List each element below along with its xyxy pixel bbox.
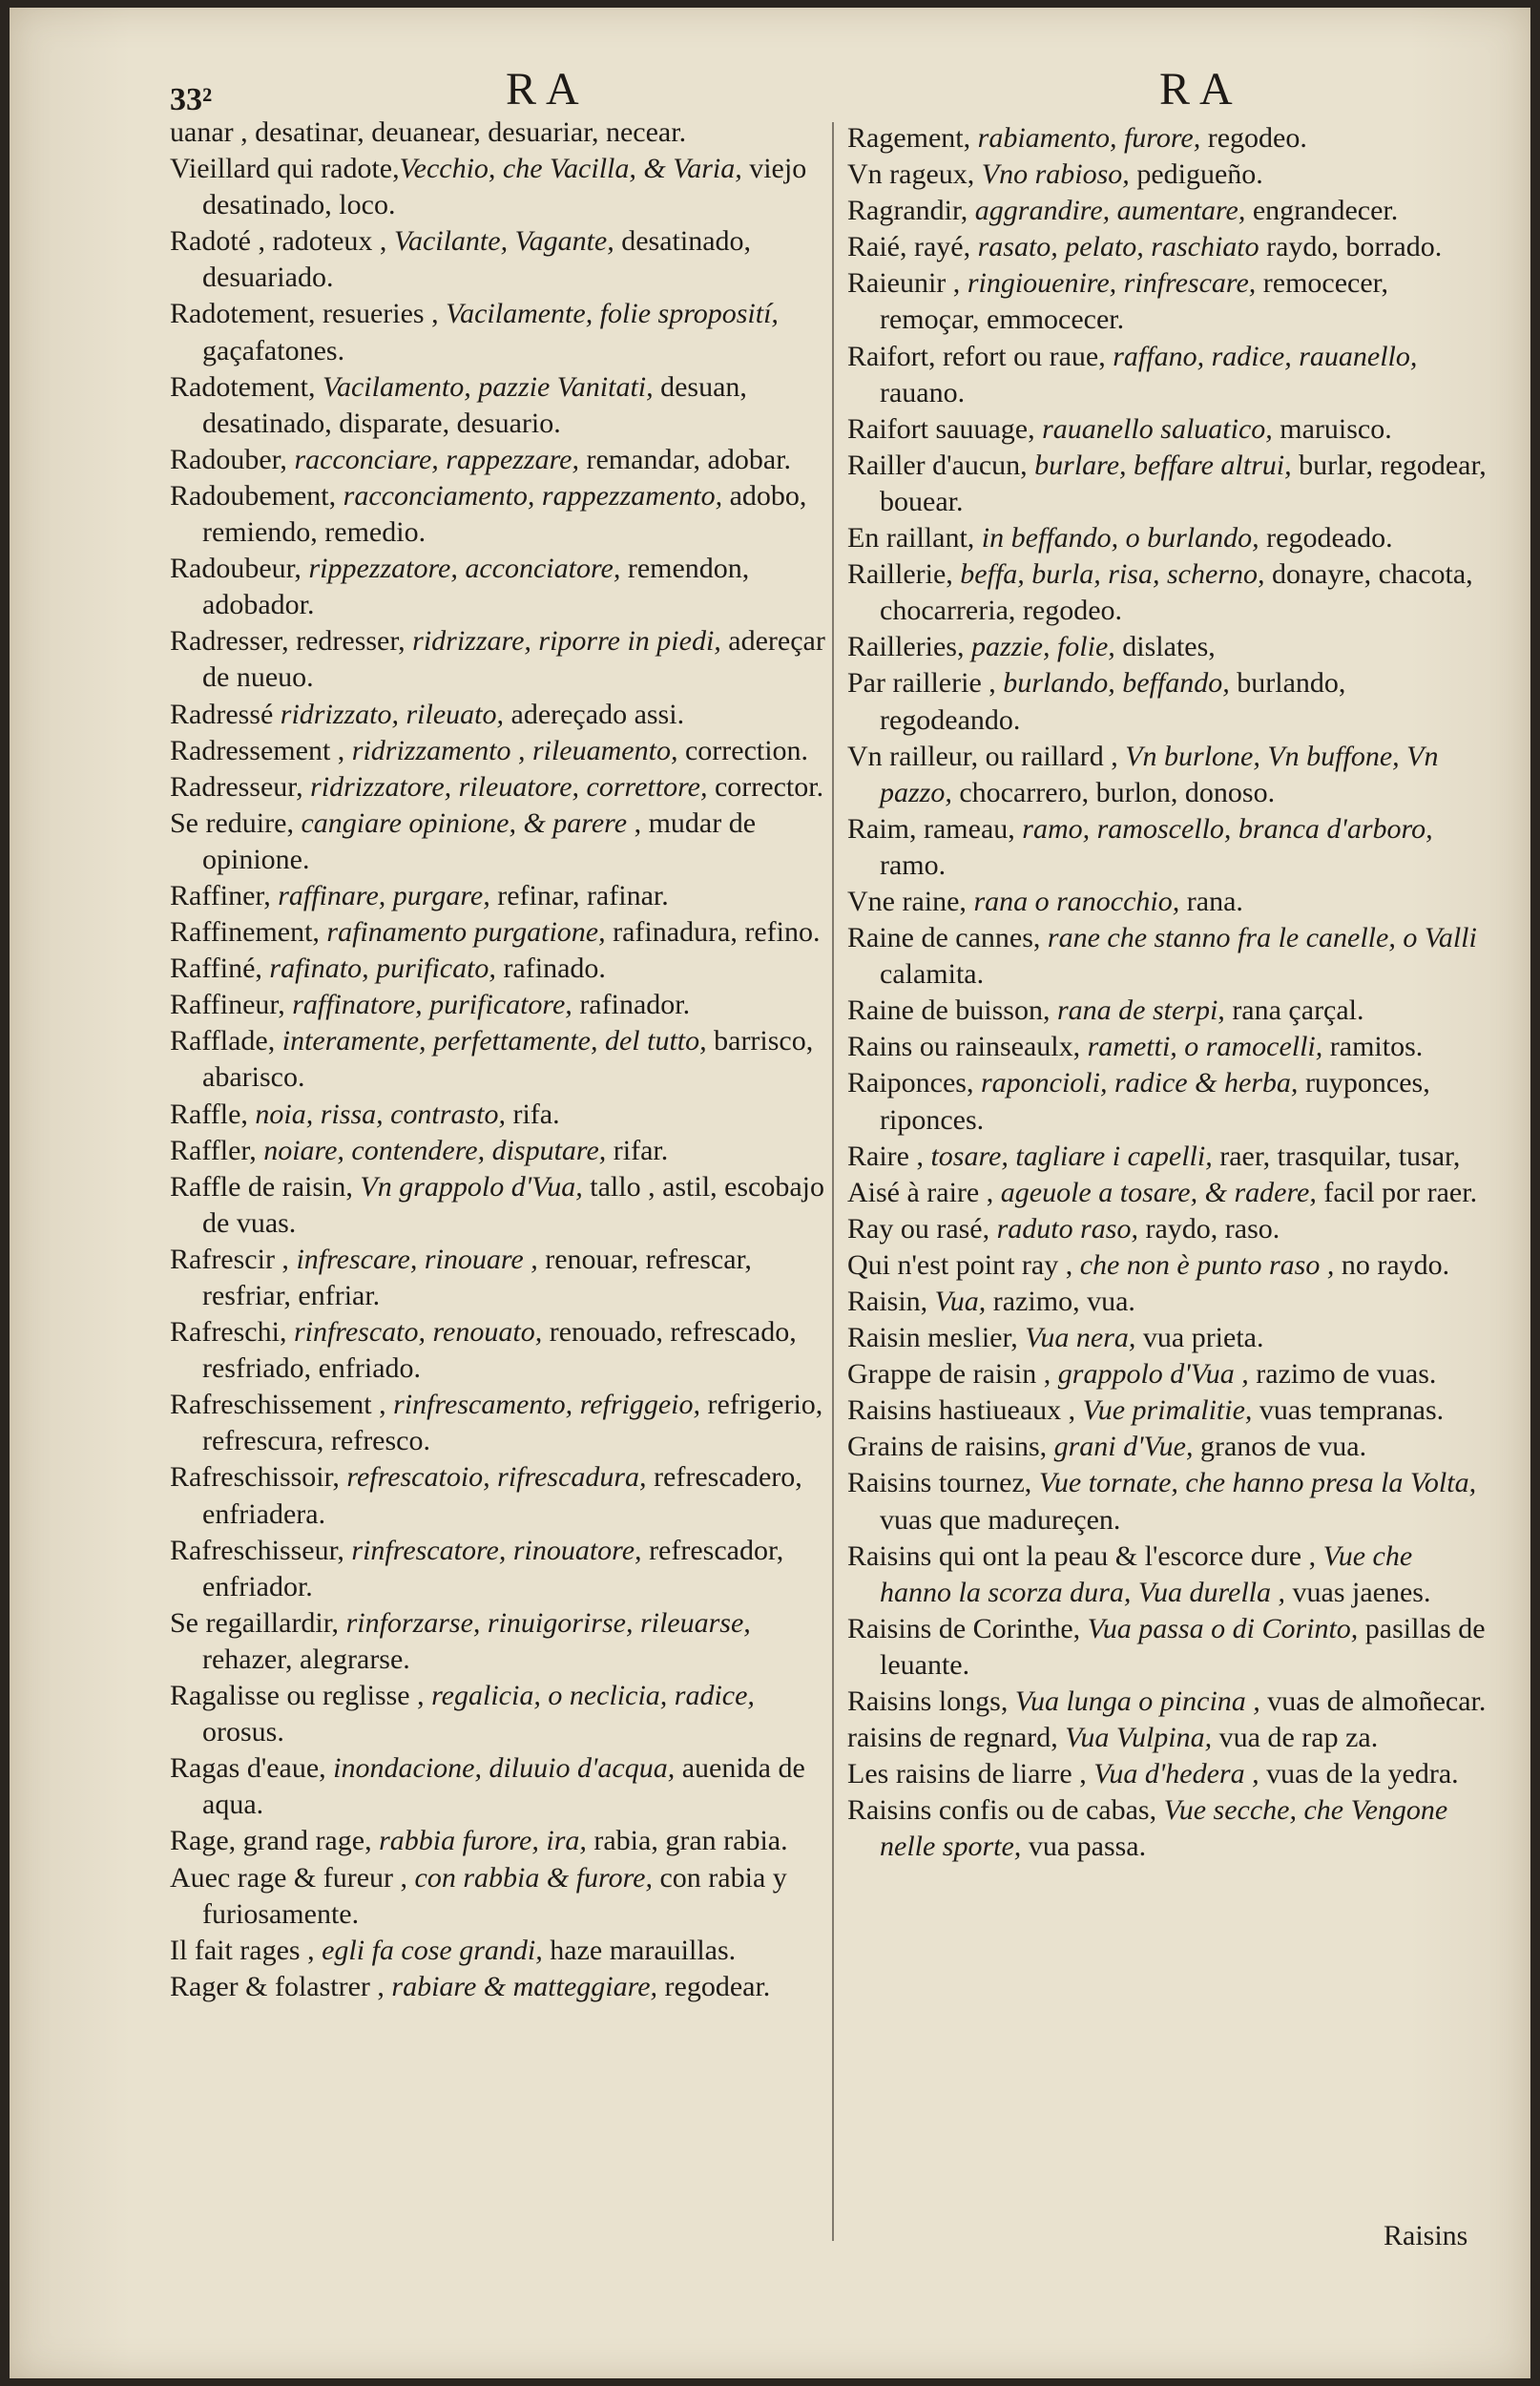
entry-spanish: remandar, adobar.	[579, 443, 792, 475]
entry-spanish: razimo, vua.	[986, 1286, 1135, 1317]
entry-headword: Ragrandir,	[847, 195, 975, 227]
entry-italian: rafinamento purgatione,	[326, 916, 606, 949]
dictionary-entry	[847, 339, 1488, 411]
entry-headword: Rager & folastrer ,	[170, 1970, 392, 2002]
entry-headword: Raine de cannes,	[847, 922, 1048, 954]
entry-headword: Raié, rayé,	[847, 231, 978, 263]
dictionary-entry	[847, 1284, 1488, 1320]
entry-spanish: regodeado.	[1259, 522, 1393, 555]
entry-spanish: chocarrero, burlon, donoso.	[951, 776, 1276, 808]
entry-headword: Grappe de raisin ,	[847, 1358, 1058, 1391]
entry-headword: Raffineur,	[170, 989, 293, 1021]
entry-italian: con rabbia & furore,	[414, 1861, 653, 1894]
entry-spanish: regodeo.	[1200, 122, 1307, 154]
entry-italian: ramo, ramoscello, branca d'arboro,	[1022, 812, 1433, 845]
entry-spanish: dislates,	[1114, 631, 1216, 663]
dictionary-entry	[847, 229, 1488, 265]
left-column	[170, 115, 828, 2005]
entry-spanish: rana.	[1179, 885, 1243, 917]
entry-headword: Se regaillardir,	[170, 1606, 346, 1639]
entry-headword: Raisins tournez,	[847, 1467, 1039, 1499]
entry-italian: Vacilamento, pazzie Vanitati,	[322, 370, 654, 403]
entry-italian: ridrizzato, rileuato,	[280, 698, 504, 730]
dictionary-entry	[170, 1023, 828, 1096]
dictionary-entry	[847, 1139, 1488, 1175]
entry-spanish: ramo.	[880, 848, 947, 881]
entry-italian: rinfrescato, renouato,	[293, 1316, 543, 1349]
dictionary-entry	[170, 1605, 828, 1678]
entry-italian: pazzie, folie,	[970, 631, 1115, 663]
entry-italian: Vn grappolo d'Vua,	[360, 1170, 583, 1203]
dictionary-entry	[847, 1538, 1488, 1611]
entry-headword: Raisin meslier,	[847, 1322, 1026, 1354]
entry-spanish: raydo, borrado.	[1259, 231, 1443, 263]
entry-spanish: maruisco.	[1272, 412, 1392, 445]
entry-headword: Rafreschisseur,	[170, 1534, 352, 1566]
entry-headword: Raim, rameau,	[847, 812, 1023, 845]
entry-headword: Raffle,	[170, 1098, 256, 1130]
dictionary-entry	[170, 1097, 828, 1133]
entry-italian: ageuole a tosare, & radere,	[1000, 1176, 1317, 1208]
entry-headword: Radouber,	[170, 443, 295, 475]
dictionary-entry	[170, 1823, 828, 1859]
entry-italian: Vua passa o di Corinto,	[1087, 1612, 1359, 1644]
entry-spanish: renouado, refrescado, resfriado, enfriado.	[202, 1316, 797, 1385]
page-number: 33²	[170, 82, 213, 117]
dictionary-entry	[847, 1175, 1488, 1211]
entry-italian: racconciare, rappezzare,	[294, 443, 579, 475]
entry-headword: Raifort sauuage,	[847, 412, 1043, 445]
entry-italian: Vn burlone, Vn buffone, Vn pazzo,	[880, 740, 1439, 808]
entry-spanish: razimo de vuas.	[1248, 1358, 1437, 1391]
entry-headword: Radotement, resueries ,	[170, 298, 447, 330]
entry-headword: Rage, grand rage,	[170, 1825, 380, 1857]
entry-italian: refrescatoio, rifrescadura,	[346, 1461, 647, 1494]
entry-headword: Raffle de raisin,	[170, 1170, 361, 1203]
entry-italian: grappolo d'Vua ,	[1057, 1358, 1249, 1391]
entry-italian: rafinato, purificato,	[269, 952, 496, 985]
entry-headword: Il fait rages ,	[170, 1934, 323, 1966]
entry-italian: Vacilamente, folie sproposití,	[446, 298, 779, 330]
entry-spanish: vuas de la yedra.	[1259, 1758, 1459, 1790]
entry-italian: rabbia furore, ira,	[379, 1825, 587, 1857]
entry-headword: Vn rageux,	[847, 158, 982, 191]
entry-spanish: desatinado, desuariado.	[202, 225, 752, 294]
entry-italian: Vecchio, che Vacilla, & Varia,	[399, 153, 742, 185]
dictionary-entry	[170, 733, 828, 769]
entry-spanish: vuas de almoñecar.	[1259, 1685, 1487, 1718]
entry-italian: noiare, contendere, disputare,	[263, 1134, 607, 1166]
running-head-right: RA	[1159, 64, 1242, 115]
dictionary-entry	[170, 115, 828, 151]
dictionary-entry	[847, 448, 1488, 520]
dictionary-entry	[170, 878, 828, 914]
entry-headword: Vn railleur, ou raillard ,	[847, 740, 1126, 772]
entry-italian: in beffando, o burlando,	[981, 522, 1259, 555]
dictionary-entry	[847, 1029, 1488, 1065]
entry-spanish: , mudar de opinione.	[202, 806, 757, 875]
dictionary-entry	[847, 157, 1488, 193]
entry-italian: grani d'Vue,	[1053, 1431, 1194, 1463]
dictionary-entry	[170, 951, 828, 987]
dictionary-entry	[170, 1860, 828, 1933]
entry-spanish: corrector.	[707, 770, 824, 803]
entry-headword: Vne raine,	[847, 885, 974, 917]
entry-italian: rane che stanno fra le canelle, o Valli	[1047, 922, 1477, 954]
dictionary-entry	[847, 1392, 1488, 1429]
dictionary-entry	[847, 1611, 1488, 1684]
entry-headword: Radressé	[170, 698, 281, 730]
dictionary-entry	[847, 265, 1488, 338]
entry-headword: Se reduire,	[170, 806, 302, 839]
dictionary-entry	[847, 1684, 1488, 1720]
dictionary-entry	[847, 556, 1488, 629]
dictionary-entry	[170, 1133, 828, 1169]
entry-spanish: vuas jaenes.	[1285, 1576, 1431, 1608]
entry-headword: Raiponces,	[847, 1067, 981, 1099]
dictionary-page	[10, 8, 1530, 2378]
entry-italian: rinforzarse, rinuigorirse, rileuarse,	[345, 1606, 751, 1639]
entry-headword: Vieillard qui radote,	[170, 153, 400, 185]
dictionary-entry	[847, 1247, 1488, 1284]
dictionary-entry	[847, 1429, 1488, 1465]
entry-spanish: viejo desatinado, loco.	[202, 153, 807, 221]
entry-italian: rabiare & matteggiare,	[391, 1970, 658, 2002]
entry-headword: Raine de buisson,	[847, 994, 1057, 1027]
column-divider	[832, 122, 834, 2241]
entry-italian: raffinare, purgare,	[278, 879, 490, 911]
entry-headword: Rafreschissement ,	[170, 1389, 394, 1421]
entry-italian: racconciamento, rappezzamento,	[343, 479, 723, 512]
dictionary-entry	[170, 551, 828, 623]
dictionary-entry	[170, 442, 828, 478]
entry-spanish: gaçafatones.	[202, 334, 345, 366]
entry-headword: Par raillerie ,	[847, 667, 1004, 700]
entry-spanish: uanar , desatinar, deuanear, desuariar, necear.	[170, 116, 687, 148]
dictionary-entry	[847, 411, 1488, 448]
dictionary-entry	[847, 665, 1488, 738]
entry-spanish: remendon, adobador.	[202, 553, 750, 621]
dictionary-entry	[170, 769, 828, 806]
dictionary-entry	[170, 987, 828, 1023]
entry-headword: Rains ou rainseaulx,	[847, 1031, 1088, 1063]
entry-headword: Raire ,	[847, 1140, 931, 1172]
entry-italian: rana de sterpi,	[1056, 994, 1225, 1027]
entry-spanish: tallo , astil, escobajo de vuas.	[202, 1170, 825, 1239]
entry-spanish: facil por raer.	[1316, 1176, 1478, 1208]
entry-spanish: rehazer, alegrarse.	[202, 1643, 410, 1675]
entry-spanish: adereçado assi.	[504, 698, 685, 730]
entry-italian: Vua nera,	[1025, 1322, 1136, 1354]
entry-spanish: orosus.	[202, 1716, 284, 1748]
entry-italian: Vue che hanno la scorza dura, Vua durella ,	[880, 1539, 1413, 1608]
entry-spanish: adereçar de nueuo.	[202, 625, 825, 694]
entry-italian: rauanello saluatico,	[1042, 412, 1273, 445]
dictionary-entry	[170, 1459, 828, 1532]
dictionary-entry	[170, 914, 828, 951]
entry-headword: Radresseur,	[170, 770, 311, 803]
entry-italian: noia, rissa, contrasto,	[255, 1098, 506, 1130]
entry-italian: ridrizzatore, rileuatore, correttore,	[310, 770, 708, 803]
entry-italian: che non è punto raso ,	[1079, 1248, 1335, 1281]
entry-spanish: vua passa.	[1021, 1831, 1147, 1863]
entry-headword: Radoubeur,	[170, 553, 309, 585]
entry-italian: Vua lunga o pincina ,	[1014, 1685, 1260, 1718]
entry-spanish: rafinado.	[495, 952, 606, 985]
entry-italian: Vue tornate, che hanno presa la Volta,	[1038, 1467, 1477, 1499]
entry-italian: rabiamento, furore,	[977, 122, 1201, 154]
entry-spanish: rifar.	[606, 1134, 669, 1166]
dictionary-entry	[847, 629, 1488, 665]
dictionary-entry	[847, 920, 1488, 993]
entry-spanish: ramitos.	[1322, 1031, 1424, 1063]
entry-headword: Ragas d'eaue,	[170, 1752, 334, 1785]
entry-italian: rasato, pelato, raschiato	[977, 231, 1259, 263]
dictionary-entry	[170, 296, 828, 368]
entry-headword: Raisin,	[847, 1286, 935, 1317]
right-column	[847, 120, 1488, 1866]
entry-spanish: calamita.	[880, 958, 985, 991]
entry-headword: Raffinement,	[170, 916, 327, 949]
entry-spanish: burlando, regodeando.	[880, 667, 1346, 736]
entry-italian: cangiare opinione, & parere	[301, 806, 628, 839]
dictionary-entry	[170, 1750, 828, 1823]
dictionary-entry	[847, 1211, 1488, 1247]
entry-headword: Rafrescir ,	[170, 1243, 297, 1275]
dictionary-entry	[170, 1678, 828, 1750]
entry-spanish: adobo, remiendo, remedio.	[202, 479, 807, 549]
entry-spanish: regodear.	[657, 1970, 771, 2002]
entry-spanish: engrandecer.	[1245, 195, 1399, 227]
entry-spanish: pedigueño.	[1129, 158, 1263, 191]
entry-italian: Vua Vulpina,	[1065, 1722, 1213, 1754]
entry-italian: rinfrescamento, refriggeio,	[393, 1389, 701, 1421]
dictionary-entry	[170, 623, 828, 696]
entry-italian: Vno rabioso,	[981, 158, 1130, 191]
entry-headword: Radotement,	[170, 370, 323, 403]
entry-italian: burlare, beffare altrui,	[1034, 449, 1292, 481]
entry-italian: egli fa cose grandi,	[322, 1934, 543, 1966]
entry-spanish: refrescador, enfriador.	[202, 1534, 784, 1602]
catchword: Raisins	[1384, 2220, 1468, 2251]
entry-italian: infrescare, rinouare ,	[296, 1243, 538, 1275]
entry-spanish: barrisco, abarisco.	[202, 1025, 814, 1094]
entry-italian: regalicia, o neclicia, radice,	[431, 1680, 755, 1712]
dictionary-entry	[847, 1720, 1488, 1756]
entry-italian: beffa, burla, risa, scherno,	[960, 558, 1265, 591]
entry-headword: Railleries,	[847, 631, 971, 663]
entry-italian: ridrizzare, riporre in piedi,	[412, 625, 721, 658]
dictionary-entry	[847, 193, 1488, 229]
dictionary-entry	[847, 1792, 1488, 1865]
entry-headword: Raisins hastiueaux ,	[847, 1394, 1083, 1427]
entry-italian: burlando, beffando,	[1003, 667, 1230, 700]
entry-spanish: renouar, refrescar, resfriar, enfriar.	[202, 1243, 752, 1311]
entry-italian: ridrizzamento , rileuamento,	[351, 734, 678, 766]
entry-headword: Raisins qui ont la peau & l'escorce dure ,	[847, 1539, 1323, 1572]
entry-spanish: raydo, raso.	[1137, 1212, 1280, 1245]
entry-spanish: rabia, gran rabia.	[586, 1825, 788, 1857]
entry-italian: Vua d'hedera ,	[1093, 1758, 1259, 1790]
entry-spanish: burlar, regodear, bouear.	[880, 449, 1487, 517]
dictionary-entry	[847, 120, 1488, 157]
entry-headword: Raisins longs,	[847, 1685, 1015, 1718]
entry-spanish: pasillas de leuante.	[880, 1612, 1486, 1681]
dictionary-entry	[170, 1169, 828, 1242]
dictionary-entry	[170, 1969, 828, 2005]
dictionary-entry	[847, 1465, 1488, 1538]
entry-headword: Railler d'aucun,	[847, 449, 1035, 481]
entry-headword: Raifort, refort ou raue,	[847, 340, 1113, 372]
entry-spanish: rafinador.	[572, 989, 691, 1021]
entry-spanish: vuas tempranas.	[1252, 1394, 1445, 1427]
dictionary-entry	[847, 520, 1488, 556]
entry-spanish: correction.	[677, 734, 809, 766]
entry-headword: Radresser, redresser,	[170, 625, 413, 658]
entry-headword: Rafreschi,	[170, 1316, 294, 1349]
entry-italian: raduto raso,	[996, 1212, 1138, 1245]
entry-italian: ringiouenire, rinfrescare,	[967, 267, 1257, 300]
entry-headword: En raillant,	[847, 522, 982, 555]
dictionary-entry	[170, 478, 828, 551]
entry-headword: Radoubement,	[170, 479, 343, 512]
entry-headword: Les raisins de liarre ,	[847, 1758, 1094, 1790]
dictionary-entry	[170, 151, 828, 223]
entry-italian: aggrandire, aumentare,	[974, 195, 1246, 227]
dictionary-entry	[847, 884, 1488, 920]
entry-italian: raffinatore, purificatore,	[292, 989, 572, 1021]
dictionary-entry	[170, 806, 828, 878]
entry-headword: Radressement ,	[170, 734, 352, 766]
entry-headword: Aisé à raire ,	[847, 1176, 1001, 1208]
entry-italian: Vue secche, che Vengone nelle sporte,	[880, 1794, 1448, 1863]
dictionary-entry	[847, 1320, 1488, 1356]
entry-italian: Vua,	[934, 1286, 987, 1317]
entry-italian: rana o ranocchio,	[973, 885, 1180, 917]
entry-italian: interamente, perfettamente, del tutto,	[281, 1025, 707, 1057]
entry-spanish: rauano.	[880, 376, 966, 408]
entry-italian: rinfrescatore, rinouatore,	[351, 1534, 642, 1566]
entry-italian: inondacione, diluuio d'acqua,	[333, 1752, 676, 1785]
entry-italian: rametti, o ramocelli,	[1087, 1031, 1323, 1063]
dictionary-entry	[170, 1933, 828, 1969]
dictionary-entry	[847, 1356, 1488, 1392]
entry-italian: Vue primalitie,	[1082, 1394, 1253, 1427]
entry-headword: Ragement,	[847, 122, 978, 154]
entry-headword: raisins de regnard,	[847, 1722, 1066, 1754]
entry-headword: Raisins confis ou de cabas,	[847, 1794, 1164, 1827]
entry-headword: Raffiné,	[170, 952, 270, 985]
entry-headword: Auec rage & fureur ,	[170, 1861, 415, 1894]
entry-spanish: remocecer, remoçar, emmocecer.	[880, 267, 1388, 336]
entry-spanish: raer, trasquilar, tusar,	[1212, 1140, 1461, 1172]
entry-headword: Raisins de Corinthe,	[847, 1612, 1088, 1644]
entry-headword: Ray ou rasé,	[847, 1212, 997, 1245]
entry-spanish: refrescadero, enfriadera.	[202, 1461, 802, 1530]
dictionary-entry	[170, 1314, 828, 1387]
entry-headword: Rafreschissoir,	[170, 1461, 347, 1494]
entry-spanish: vuas que madureçen.	[880, 1503, 1121, 1536]
entry-spanish: no raydo.	[1334, 1248, 1450, 1281]
entry-headword: Qui n'est point ray ,	[847, 1248, 1080, 1281]
entry-spanish: con rabia y furiosamente.	[202, 1861, 787, 1930]
entry-headword: Radoté , radoteux ,	[170, 225, 394, 258]
entry-spanish: auenida de aqua.	[202, 1752, 805, 1821]
entry-headword: Raffler,	[170, 1134, 264, 1166]
entry-spanish: ruyponces, riponces.	[880, 1067, 1430, 1136]
entry-spanish: refrigerio, refrescura, refresco.	[202, 1389, 823, 1457]
entry-italian: raponcioli, radice & herba,	[980, 1067, 1299, 1099]
entry-spanish: vua prieta.	[1135, 1322, 1264, 1354]
entry-italian: rippezzatore, acconciatore,	[308, 553, 621, 585]
entry-spanish: granos de vua.	[1193, 1431, 1367, 1463]
entry-spanish: vua de rap za.	[1212, 1722, 1379, 1754]
dictionary-entry	[847, 739, 1488, 811]
entry-italian: raffano, radice, rauanello,	[1113, 340, 1418, 372]
dictionary-entry	[170, 1242, 828, 1314]
entry-headword: Grains de raisins,	[847, 1431, 1054, 1463]
dictionary-entry	[847, 811, 1488, 884]
entry-spanish: rana çarçal.	[1224, 994, 1364, 1027]
entry-italian: tosare, tagliare i capelli,	[930, 1140, 1213, 1172]
dictionary-entry	[847, 1065, 1488, 1138]
entry-italian: Vacilante, Vagante,	[393, 225, 614, 258]
entry-spanish: refinar, rafinar.	[489, 879, 669, 911]
dictionary-entry	[170, 1387, 828, 1459]
entry-spanish: haze marauillas.	[542, 1934, 737, 1966]
entry-headword: Ragalisse ou reglisse ,	[170, 1680, 432, 1712]
dictionary-entry	[170, 369, 828, 442]
entry-spanish: desuan, desatinado, disparate, desuario.	[202, 370, 747, 439]
dictionary-entry	[170, 1533, 828, 1605]
entry-headword: Rafflade,	[170, 1025, 282, 1057]
entry-headword: Raffiner,	[170, 879, 279, 911]
dictionary-entry	[170, 223, 828, 296]
dictionary-entry	[847, 1756, 1488, 1792]
entry-spanish: rifa.	[505, 1098, 560, 1130]
entry-headword: Raillerie,	[847, 558, 961, 591]
entry-spanish: rafinadura, refino.	[605, 916, 821, 949]
entry-spanish: donayre, chacota, chocarreria, regodeo.	[880, 558, 1473, 627]
entry-headword: Raieunir ,	[847, 267, 968, 300]
dictionary-entry	[847, 993, 1488, 1029]
running-head-left: RA	[506, 64, 589, 115]
dictionary-entry	[170, 697, 828, 733]
